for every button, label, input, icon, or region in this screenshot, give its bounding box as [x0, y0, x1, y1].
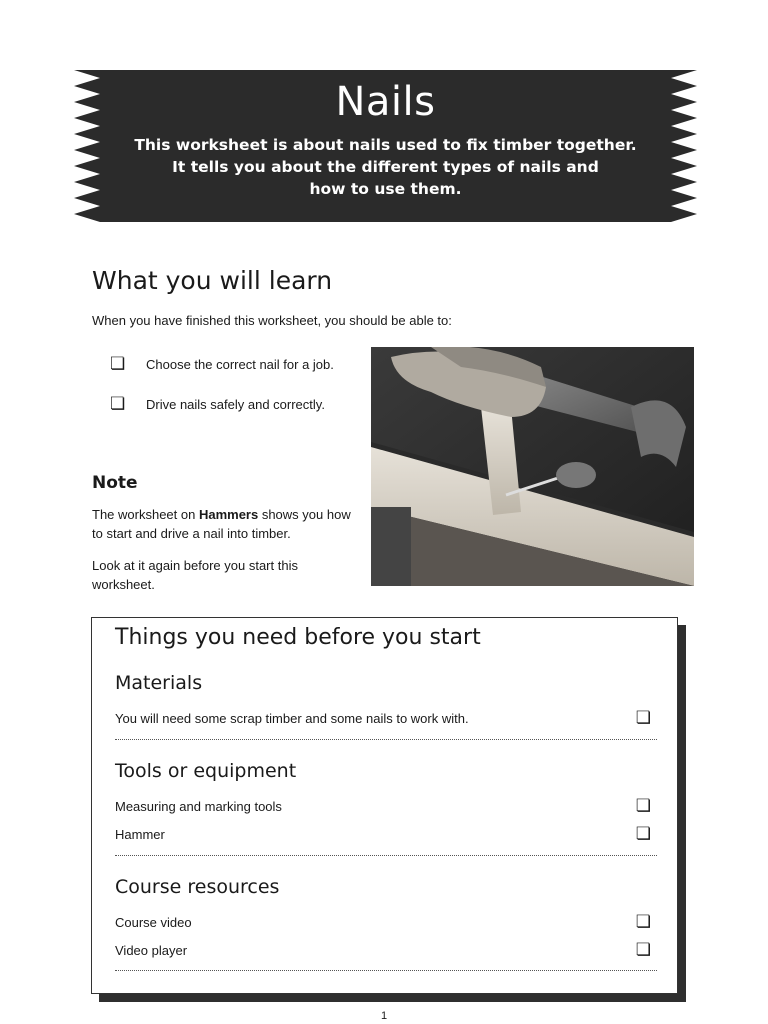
objective-label: Choose the correct nail for a job. [146, 356, 334, 372]
checkbox-icon[interactable]: ❏ [635, 824, 651, 843]
note-text: The worksheet on [92, 507, 199, 522]
checkbox-icon[interactable]: ❏ [635, 708, 651, 727]
objective-item [110, 356, 334, 372]
page-title: Nails [335, 79, 436, 125]
requirement-label: Hammer [115, 827, 165, 842]
requirement-row [115, 708, 655, 727]
note-heading: Note [92, 473, 138, 493]
requirement-label: Course video [115, 915, 192, 930]
requirement-row [115, 912, 655, 931]
title-banner [74, 70, 697, 222]
checkbox-icon[interactable]: ❏ [635, 796, 651, 815]
hammering-illustration [371, 347, 694, 586]
requirement-row [115, 824, 655, 843]
checkbox-icon[interactable]: ❏ [110, 394, 126, 413]
dotted-divider [115, 739, 657, 740]
panel-title: Things you need before you start [115, 625, 481, 650]
objective-item [110, 396, 325, 412]
zigzag-left-edge [74, 70, 100, 222]
section-heading-tools: Tools or equipment [115, 760, 297, 782]
learn-heading: What you will learn [92, 266, 333, 295]
checkbox-icon[interactable]: ❏ [110, 354, 126, 373]
checkbox-icon[interactable]: ❏ [635, 912, 651, 931]
requirement-label: Measuring and marking tools [115, 799, 282, 814]
banner-subtitle-line: This worksheet is about nails used to fix timber together. [134, 136, 637, 154]
requirement-row [115, 796, 655, 815]
requirement-row [115, 940, 655, 959]
note-text: shows you how to start and drive a nail into timber. [92, 507, 351, 541]
hammering-photo [371, 347, 694, 586]
objective-label: Drive nails safely and correctly. [146, 396, 325, 412]
dotted-divider [115, 970, 657, 971]
banner-subtitle [74, 134, 697, 200]
page-number: 1 [380, 1010, 388, 1022]
banner-subtitle-line: how to use them. [309, 180, 462, 198]
zigzag-right-edge [671, 70, 697, 222]
requirement-label: Video player [115, 943, 188, 958]
banner-subtitle-line: It tells you about the different types of nails and [172, 158, 599, 176]
note-hammers-reference: Hammers [198, 507, 259, 522]
note-paragraph: Look at it again before you start this worksheet. [92, 558, 298, 592]
note-paragraph [92, 505, 357, 543]
requirement-label: You will need some scrap timber and some nails to work with. [115, 711, 469, 726]
learn-intro: When you have finished this worksheet, you should be able to: [92, 313, 452, 328]
dotted-divider [115, 855, 657, 856]
section-heading-materials: Materials [115, 672, 203, 694]
checkbox-icon[interactable]: ❏ [635, 940, 651, 959]
section-heading-course-resources: Course resources [115, 876, 280, 898]
